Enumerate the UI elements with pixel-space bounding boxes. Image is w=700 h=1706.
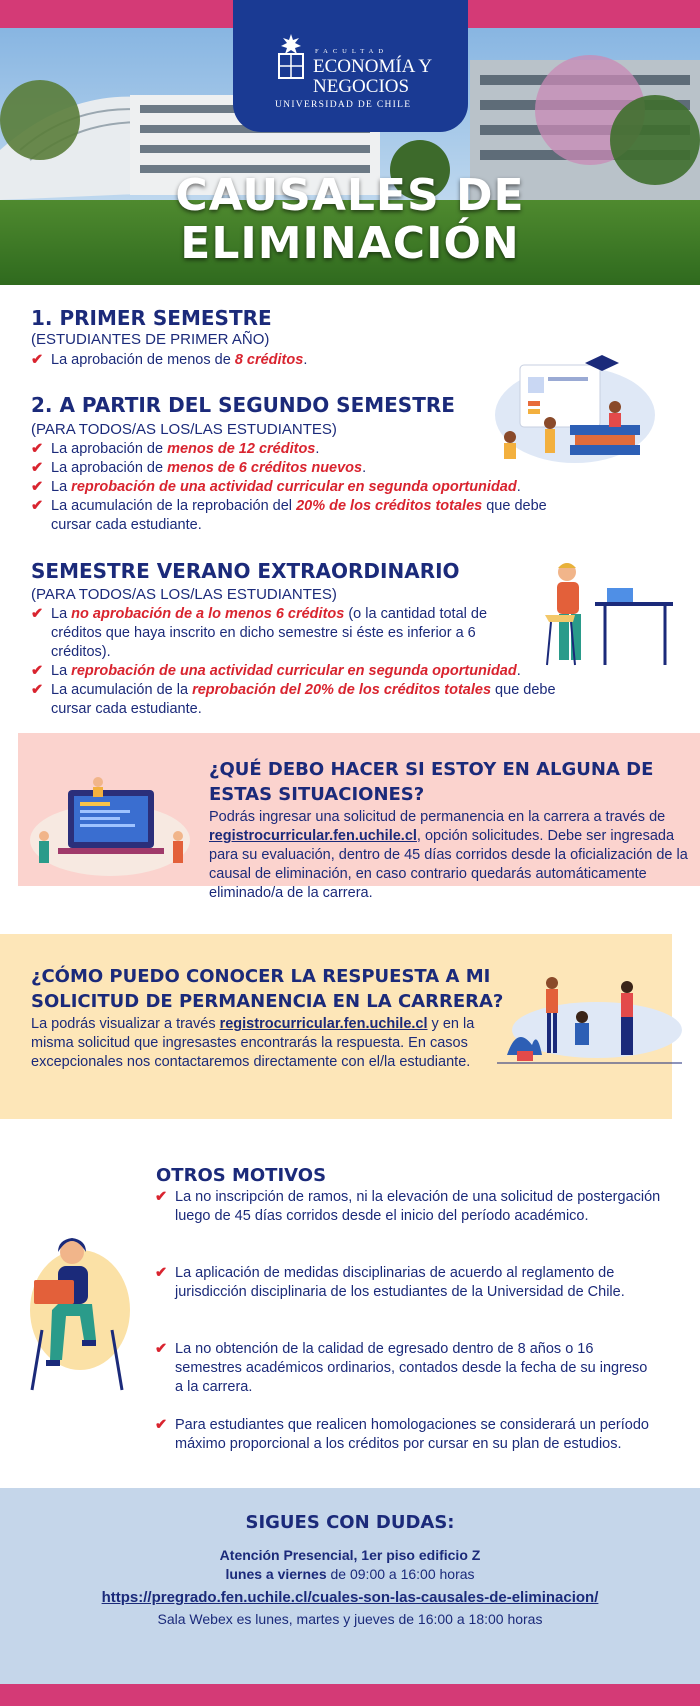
- section1-item: ✔ La aprobación de menos de 8 créditos.: [31, 352, 308, 368]
- section1-subheading: (ESTUDIANTES DE PRIMER AÑO): [31, 331, 270, 348]
- otros-item-4: ✔ Para estudiantes que realicen homologaciones se considerará un período máximo proporcional a los créditos por cursar en su plan de estudios.: [155, 1417, 649, 1452]
- logo-line-1: ECONOMÍA Y: [313, 56, 433, 77]
- section2-item-4: ✔ La acumulación de la reprobación del 20% de los créditos totales que debe cursar cada estudiante.: [31, 498, 547, 533]
- registro-curricular-link-2[interactable]: registrocurricular.fen.uchile.cl: [219, 1016, 428, 1032]
- check-icon: ✔: [31, 498, 44, 514]
- students-group-illustration: [497, 975, 682, 1065]
- section2-item-3: ✔ La reprobación de una actividad curricular en segunda oportunidad.: [31, 479, 521, 495]
- section3-item-2: ✔ La reprobación de una actividad curricular en segunda oportunidad.: [31, 663, 521, 679]
- check-icon: ✔: [31, 606, 44, 622]
- otros-item-2: ✔ La aplicación de medidas disciplinarias de acuerdo al reglamento de jurisdicción disciplinaria de los estudiantes de la Universidad de Chile.: [155, 1265, 625, 1300]
- check-icon: ✔: [31, 352, 44, 368]
- section3-item-3: ✔ La acumulación de la reprobación del 20% de los créditos totales que debe cursar cada estudiante.: [31, 682, 556, 717]
- otros-heading: OTROS MOTIVOS: [156, 1165, 327, 1186]
- title-line-2: ELIMINACIÓN: [180, 218, 520, 269]
- respuesta-heading: ¿CÓMO PUEDO CONOCER LA RESPUESTA A MI SOLICITUD DE PERMANENCIA EN LA CARRERA?: [31, 966, 504, 1012]
- hero-banner: [0, 0, 700, 285]
- check-icon: ✔: [31, 682, 44, 698]
- check-icon: ✔: [31, 479, 44, 495]
- section2-heading: 2. A PARTIR DEL SEGUNDO SEMESTRE: [31, 393, 455, 417]
- dudas-line-2: lunes a viernes de 09:00 a 16:00 horas: [225, 1566, 475, 1582]
- check-icon: ✔: [155, 1189, 168, 1205]
- check-icon: ✔: [31, 460, 44, 476]
- otros-item-3: ✔ La no obtención de la calidad de egresado dentro de 8 años o 16 semestres académicos ordinarios, contados desde la fecha de su ingreso a la carrera.: [155, 1341, 648, 1395]
- laptop-people-illustration: [28, 770, 193, 880]
- check-icon: ✔: [155, 1417, 168, 1433]
- dudas-line-1: Atención Presencial, 1er piso edificio Z: [219, 1547, 481, 1563]
- check-icon: ✔: [155, 1341, 168, 1357]
- faculty-logo: [233, 0, 468, 132]
- respuesta-text: La podrás visualizar a través registrocurricular.fen.uchile.cl y en la misma solicitud que ingresastes encontrarás la respuesta. En casos excepcionales nos contactaremos directamente con el/la estudiante.: [31, 1016, 475, 1070]
- bottom-pink-bar: [0, 1684, 700, 1706]
- que-hacer-heading: ¿QUÉ DEBO HACER SI ESTOY EN ALGUNA DE ESTAS SITUACIONES?: [209, 759, 654, 805]
- section2-item-2: ✔ La aprobación de menos de 6 créditos nuevos.: [31, 460, 367, 476]
- logo-line-2: NEGOCIOS: [313, 76, 410, 97]
- section2-item-1: ✔ La aprobación de menos de 12 créditos.: [31, 441, 320, 457]
- title-line-1: CAUSALES DE: [175, 170, 525, 221]
- dudas-line-4: Sala Webex es lunes, martes y jueves de 16:00 a 18:00 horas: [157, 1611, 543, 1627]
- otros-item-1: ✔ La no inscripción de ramos, ni la elevación de una solicitud de postergación luego de 45 días corridos desde el inicio del período académico.: [155, 1189, 661, 1224]
- check-icon: ✔: [31, 441, 44, 457]
- que-hacer-text: Podrás ingresar una solicitud de permanencia en la carrera a través de registrocurricular.fen.uchile.cl, opción solicitudes. Debe ser ingresada para su evaluación, dentro de 45 días corridos desde la oficialización de la causal de eliminación, en caso contrario quedarás automáticamente eliminado/a de la carrera.: [209, 809, 688, 901]
- logo-faculty-label: FACULTAD: [315, 48, 389, 55]
- student-laptop-desk-illustration: [545, 560, 675, 670]
- page-title: [0, 172, 700, 268]
- dudas-link-row: [0, 1589, 700, 1606]
- section2-subheading: (PARA TODOS/AS LOS/LAS ESTUDIANTES): [31, 421, 337, 438]
- section3-item-1: ✔ La no aprobación de a lo menos 6 créditos (o la cantidad total de créditos que haya inscrito en dicho semestre si éste es inferior a 6 créditos).: [31, 606, 488, 660]
- pregrado-link[interactable]: https://pregrado.fen.uchile.cl/cuales-son-las-causales-de-eliminacion/: [101, 1589, 599, 1606]
- registro-curricular-link[interactable]: registrocurricular.fen.uchile.cl: [209, 828, 417, 844]
- check-icon: ✔: [155, 1265, 168, 1281]
- woman-laptop-illustration: [22, 1230, 132, 1395]
- section3-heading: SEMESTRE VERANO EXTRAORDINARIO: [31, 559, 460, 583]
- university-seal-icon: [273, 32, 309, 80]
- logo-university-label: UNIVERSIDAD DE CHILE: [275, 100, 412, 110]
- section1-heading: 1. PRIMER SEMESTRE: [31, 306, 272, 330]
- check-icon: ✔: [31, 663, 44, 679]
- section3-subheading: (PARA TODOS/AS LOS/LAS ESTUDIANTES): [31, 586, 337, 603]
- dudas-heading: SIGUES CON DUDAS:: [245, 1512, 455, 1533]
